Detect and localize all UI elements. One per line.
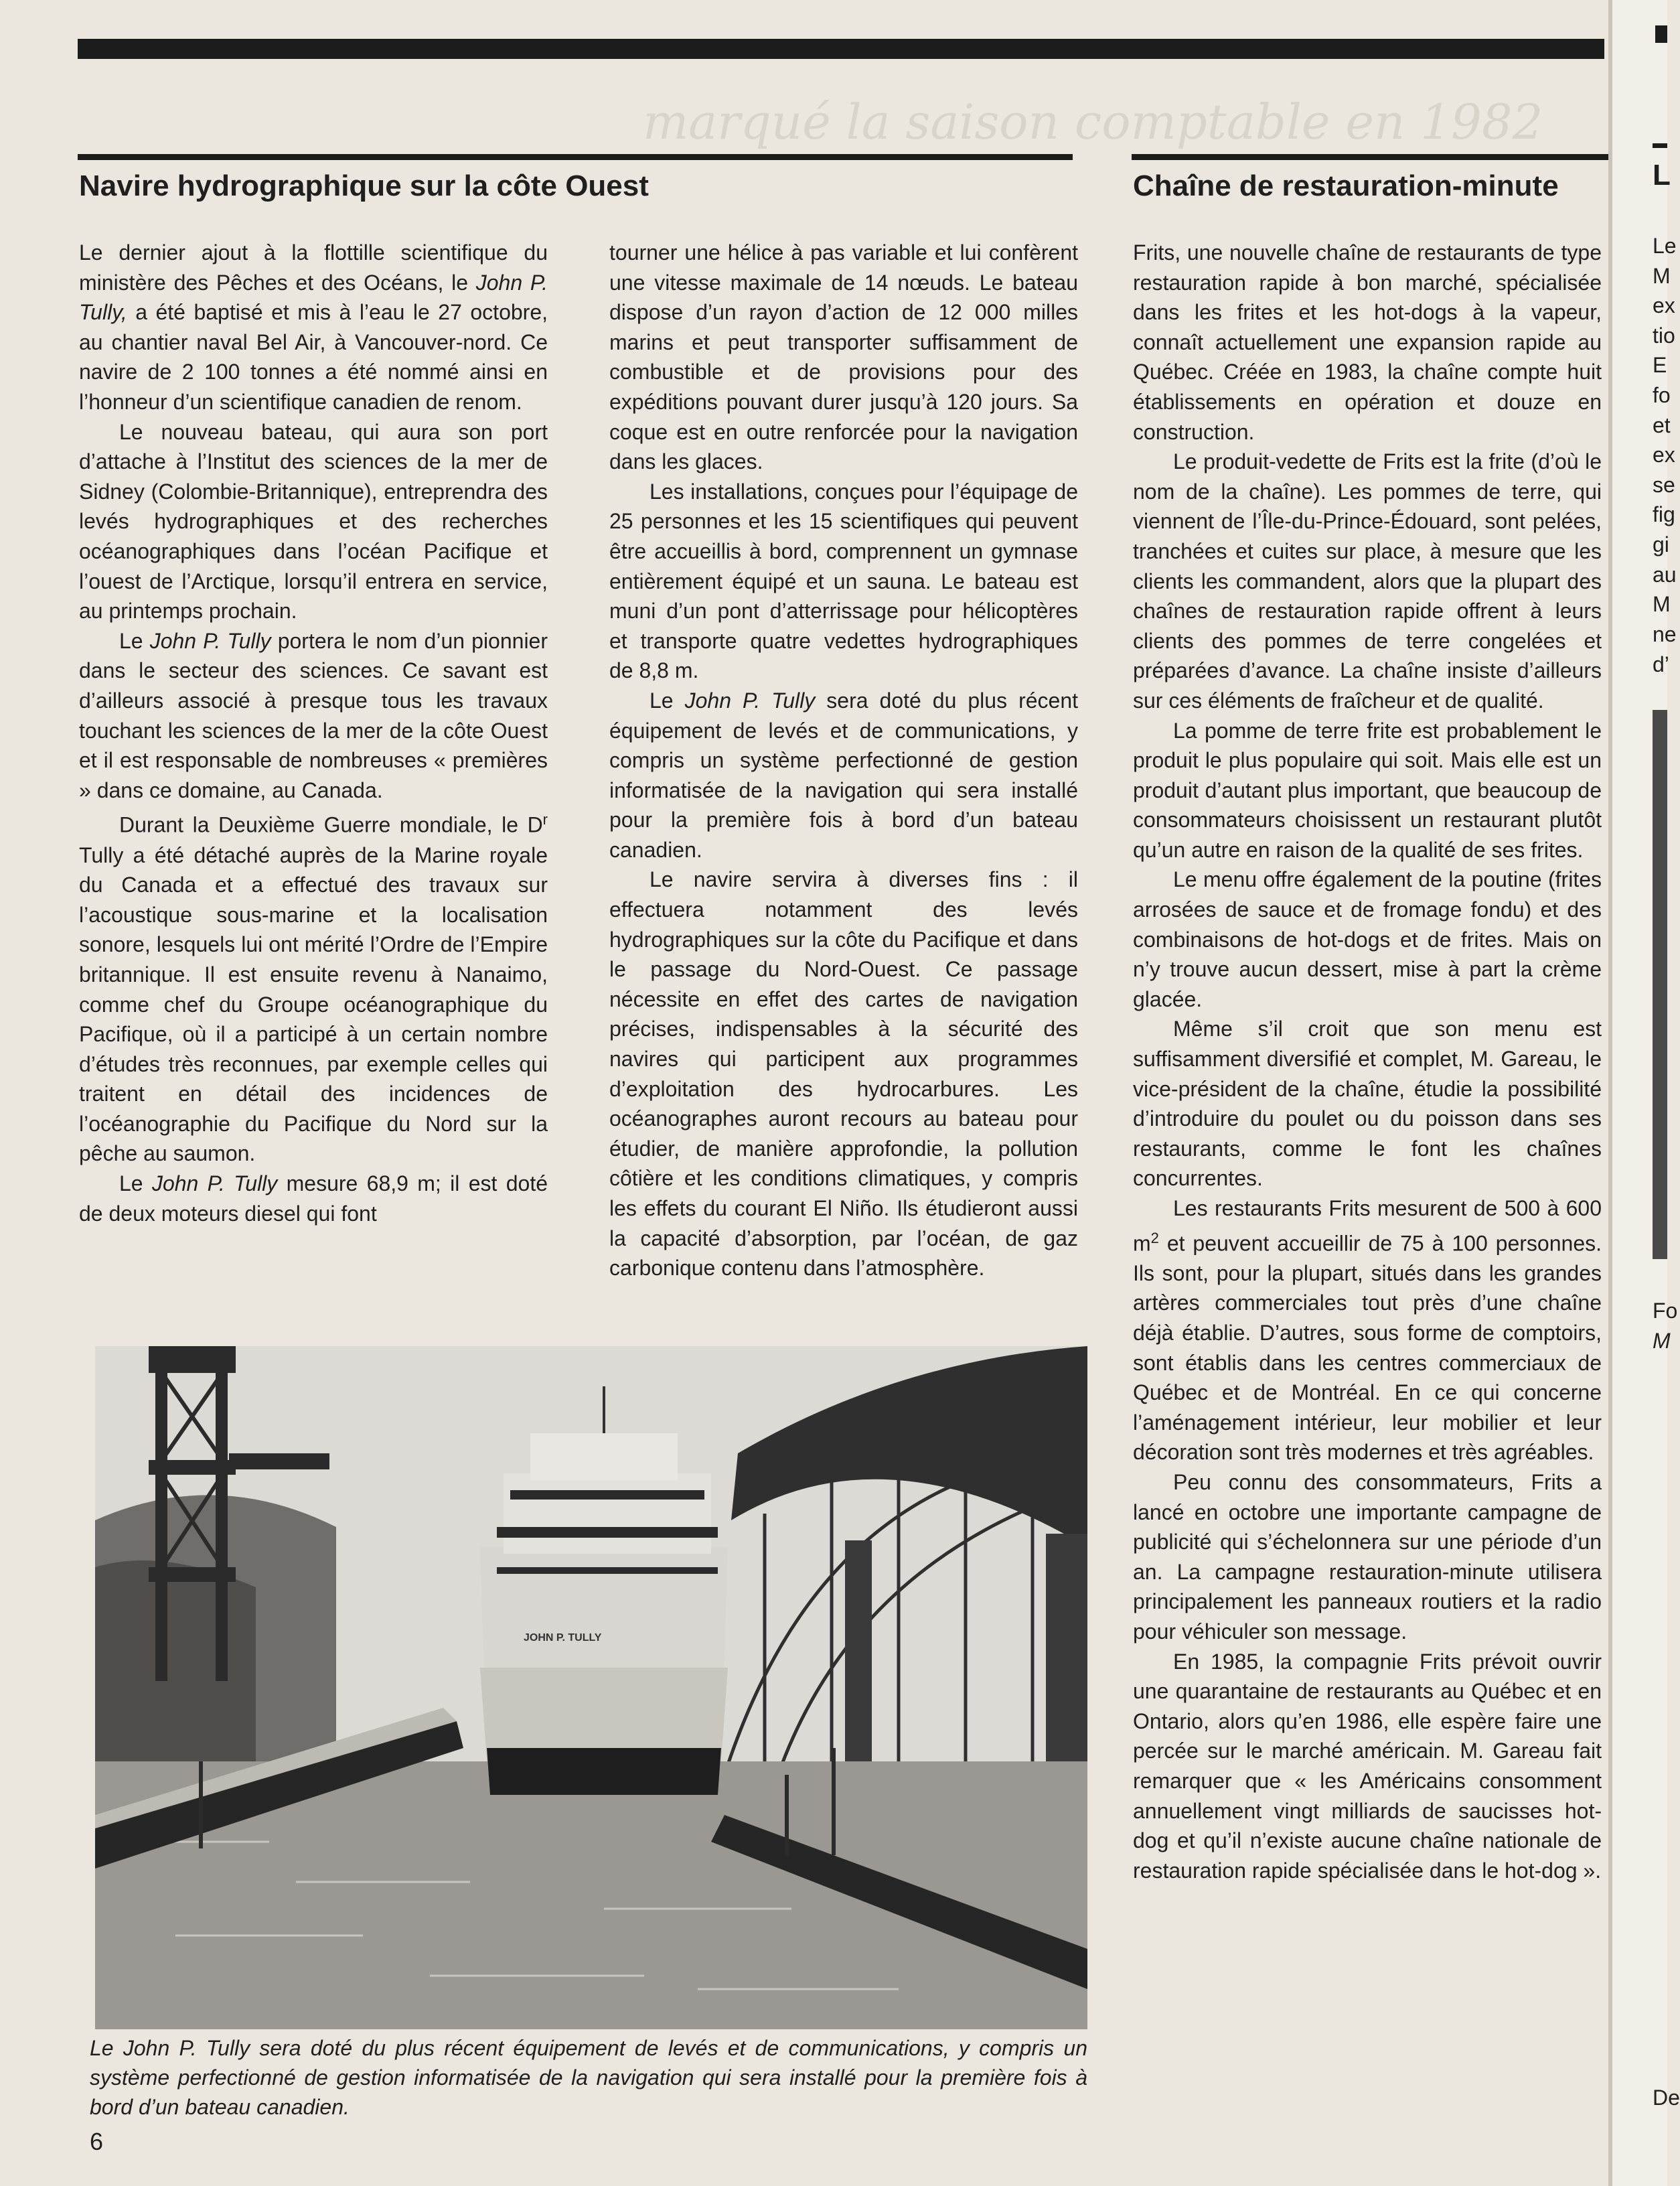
next-page-footer-fragment: De	[1653, 2086, 1680, 2110]
next-page-line: se	[1653, 473, 1675, 497]
left-article-rule	[78, 154, 1073, 160]
paragraph: La pomme de terre frite est probablement le produit le plus populaire qui soit. Mais elle est un produit d’autant plus important, que beaucoup de consommateurs choisissent un restaurant plutôt qu’un autre en raison de la qualité de ses frites.	[1133, 718, 1602, 862]
next-page-line: tio	[1653, 323, 1675, 348]
paragraph: Peu connu des consommateurs, Frits a lancé en octobre une importante campagne de publicité qui s’échelonnera sur une période d’un an. La campagne restauration-minute utilisera principalement les panneaux routiers et la radio pour véhiculer son message.	[1133, 1470, 1602, 1644]
paragraph: Le menu offre également de la poutine (frites arrosées de sauce et de fromage fondu) et des combinaisons de hot-dogs et de frites. Mais on n’y trouve aucun dessert, mise à part la crème glacée.	[1133, 867, 1602, 1011]
photo-caption: Le John P. Tully sera doté du plus récent équipement de levés et de communications, y compris un système perfectionné de gestion informatisée de la navigation qui sera installé pour la première fois à bord d’un bateau canadien.	[90, 2036, 1088, 2119]
paragraph: Les restaurants Frits mesurent de 500 à 600 $m^2$ et peuvent accueillir de 75 à 100 personnes. Ils sont, pour la plupart, situés dans les grandes artères commerciales tout près d’une chaîne déjà établie. D’autres, sous forme de comptoirs, sont établis dans les centres commerciaux de Québec et de Montréal. En ce qui concerne l’aménagement intérieur, leur mobilier et leur décoration sont très modernes et très agréables.	[1133, 1196, 1602, 1465]
paragraph: Le nouveau bateau, qui aura son port d’attache à l’Institut des sciences de la mer de Sidney (Colombie-Britannique), entreprendra des levés hydrographiques et des recherches océanographiques dans l’océan Pacifique et l’ouest de l’Arctique, lorsqu’il entrera en service, au printemps prochain.	[79, 419, 548, 624]
next-page-line: Le	[1653, 234, 1677, 258]
paragraph: Les installations, conçues pour l’équipage de 25 personnes et les 15 scientifiques qui peuvent être accueillis à bord, comprennent un gymnase entièrement équipé et un sauna. Le bateau est muni d’un pont d’atterrissage pour hélicoptères et transporte quatre vedettes hydrographiques de 8,8 m.	[609, 479, 1078, 683]
next-page-line: M	[1653, 592, 1671, 616]
next-page-image-fragment	[1653, 710, 1667, 1259]
next-page-line: fo	[1653, 383, 1671, 407]
right-article-column	[1133, 238, 1602, 1885]
paragraph: Durant la Deuxième Guerre mondiale, le $D^r$ Tully a été détaché auprès de la Marine royale du Canada et a effectué des travaux sur l’acoustique sous-marine et la localisation sonore, lesquels lui ont mérité l’Ordre de l’Empire britannique. Il est ensuite revenu à Nanaimo, comme chef du Groupe océanographique du Pacifique, où il a participé à un certain nombre d’études très reconnues, par exemple celles qui traitent en détail des incidences de l’océanographie du Pacifique du Nord sur la pêche au saumon.	[79, 811, 548, 1166]
paragraph: En 1985, la compagnie Frits prévoit ouvrir une quarantaine de restaurants au Québec et en Ontario, alors qu’en 1986, elle espère faire une percée sur le marché américain. M. Gareau fait remarquer que « les Américains consomment annuellement vingt milliards de saucisses hot-dog et qu’il n’existe aucune chaîne nationale de restauration rapide spécialisée dans le hot-dog ».	[1133, 1649, 1602, 1883]
page-number: 6	[90, 2128, 104, 2155]
right-article-rule	[1132, 154, 1608, 160]
next-page-line: au	[1653, 563, 1677, 587]
paragraph: Le John P. Tully mesure 68,9 m; il est doté de deux moteurs diesel qui font	[79, 1171, 548, 1226]
paragraph: Le John P. Tully sera doté du plus récent équipement de levés et de communications, y compris un système perfectionné de gestion informatisée de la navigation qui sera installé pour la première fois à bord d’un bateau canadien.	[609, 688, 1079, 862]
left-article-title: Navire hydrographique sur la côte Ouest	[79, 169, 649, 202]
ship-photo	[95, 1346, 1087, 2029]
paragraph: Même s’il croit que son menu est suffisamment diversifié et complet, M. Gareau, le vice-président de la chaîne, étudie la possibilité d’introduire du poulet ou du poisson dans ses restaurants, comme le font les chaînes concurrentes.	[1133, 1017, 1602, 1191]
next-page-line: E	[1653, 353, 1667, 377]
paragraph: Le dernier ajout à la flottille scientifique du ministère des Pêches et des Océans, le John P. Tully, a été baptisé et mis à l’eau le 27 octobre, au chantier naval Bel Air, à Vancouver-nord. Ce navire de 2 100 tonnes a été nommé ainsi en l’honneur d’un scientifique canadien de renom.	[79, 240, 548, 414]
left-article-column-2	[609, 238, 1078, 1283]
page-gutter-shadow	[1608, 0, 1612, 2186]
next-page-edge	[1608, 0, 1680, 2186]
bleed-through-text: marqué la saison comptable en 1982	[643, 94, 1543, 150]
paragraph: tourner une hélice à pas variable et lui confèrent une vitesse maximale de 14 nœuds. Le bateau dispose d’un rayon d’action de 12 000 milles marins et peut transporter suffisamment de combustible et de provisions pour des expéditions pouvant durer jusqu’à 120 jours. Sa coque est en outre renforcée pour la navigation dans les glaces.	[609, 240, 1078, 474]
paragraph: Le produit-vedette de Frits est la frite (d’où le nom de la chaîne). Les pommes de terre, qui viennent de l’Île-du-Prince-Édouard, sont pelées, tranchées et cuites sur place, à mesure que les clients les commandent, alors que la plupart des chaînes de restauration rapide offrent à leurs clients des pommes de terre congelées et préparées d’avance. La chaîne insiste d’ailleurs sur ces éléments de fraîcheur et de qualité.	[1133, 449, 1602, 713]
next-page-line: gi	[1653, 532, 1669, 557]
top-black-bar	[78, 39, 1604, 59]
next-page-top-bar	[1655, 25, 1667, 43]
next-page-line: ex	[1653, 443, 1675, 467]
next-page-line: ne	[1653, 622, 1677, 646]
left-article-column-1	[79, 238, 548, 1228]
next-page-title-fragment: L	[1653, 159, 1671, 192]
next-page-line: et	[1653, 413, 1671, 437]
paragraph: Frits, une nouvelle chaîne de restaurants de type restauration rapide à bon marché, spécialisée dans les frites et les hot-dogs à la vapeur, connaît actuellement une expansion rapide au Québec. Créée en 1983, la chaîne compte huit établissements en opération et douze en construction.	[1133, 240, 1602, 444]
next-page-line: d’	[1653, 652, 1669, 676]
next-page-line: fig	[1653, 502, 1675, 526]
paragraph: Le navire servira à diverses fins : il effectuera notamment des levés hydrographiques sur la côte du Pacifique et dans le passage du Nord-Ouest. Ce passage nécessite en effet des cartes de navigation précises, indispensables à la sécurité des navires qui participent aux programmes d’exploitation des hydrocarbures. Les océanographes auront recours au bateau pour étudier, de manière approfondie, la pollution côtière et les conditions climatiques, y compris les effets du courant El Niño. Ils étudieront aussi la capacité d’absorption, par l’océan, de gaz carbonique contenu dans l’atmosphère.	[609, 867, 1078, 1281]
right-article-title: Chaîne de restauration-minute	[1133, 169, 1559, 202]
next-page-line: ex	[1653, 293, 1675, 317]
next-page-line: Fo	[1653, 1299, 1678, 1323]
hull-name: JOHN P. TULLY	[524, 1632, 602, 1644]
next-page-rule	[1653, 143, 1667, 148]
next-page-line: M	[1653, 1329, 1671, 1353]
paragraph: Le John P. Tully portera le nom d’un pionnier dans le secteur des sciences. Ce savant est d’ailleurs associé à presque tous les travaux touchant les sciences de la mer de la côte Ouest et il est responsable de nombreuses « premières » dans ce domaine, au Canada.	[79, 628, 548, 802]
next-page-line: M	[1653, 264, 1671, 288]
